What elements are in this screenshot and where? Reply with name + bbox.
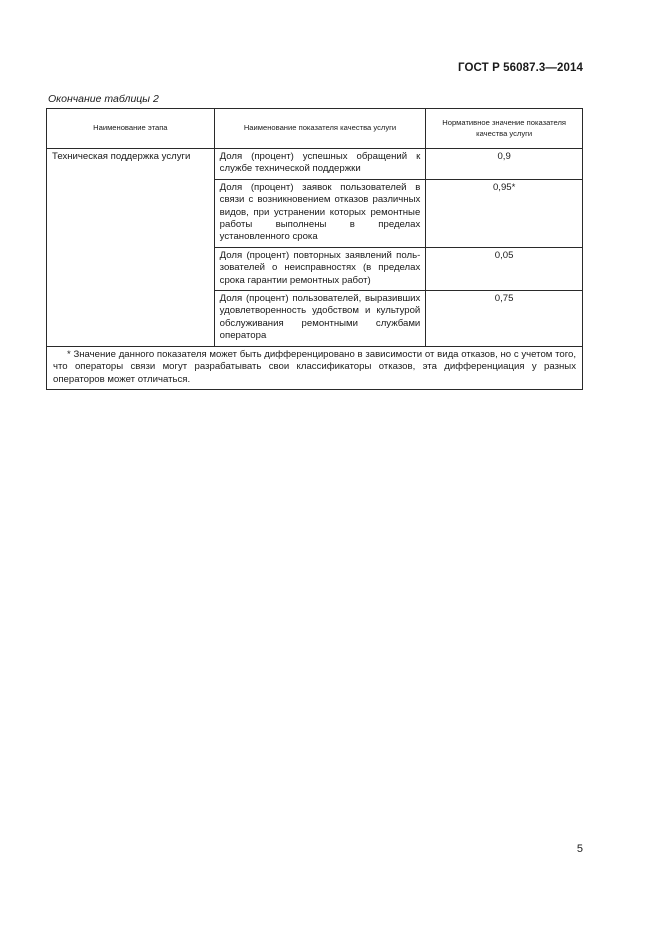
table-row <box>47 149 583 180</box>
quality-indicators-table <box>46 108 583 390</box>
column-header-stage: Наименование этапа <box>47 109 215 149</box>
indicator-cell: Доля (процент) заявок пользователей в связи с возникновением отказов различных видов, при устранении которых ремонтные работы выполнены в пределах установленного срока <box>214 179 426 247</box>
footnote-row <box>47 346 583 389</box>
indicator-cell: Доля (процент) повторных заявлений пользователей о неисправностях (в пределах срока гарантии ремонтных работ) <box>214 247 426 290</box>
norm-value-cell: 0,9 <box>426 149 583 180</box>
norm-value-cell: 0,75 <box>426 291 583 347</box>
norm-value-cell: 0,95* <box>426 179 583 247</box>
table-header-row <box>47 109 583 149</box>
stage-cell: Техническая поддержка услуги <box>47 149 215 347</box>
column-header-norm: Нормативное значение показателя качества услуги <box>426 109 583 149</box>
norm-value-cell: 0,05 <box>426 247 583 290</box>
page-number: 5 <box>576 843 583 855</box>
document-code: ГОСТ Р 56087.3—2014 <box>458 62 583 74</box>
column-header-indicator: Наименование показателя качества услуги <box>214 109 426 149</box>
indicator-cell: Доля (процент) пользователей, выразивших удовлетворенность удобством и культурой обслуживания ремонтными службами оператора <box>214 291 426 347</box>
table-caption: Окончание таблицы 2 <box>48 93 159 105</box>
footnote-cell: * Значение данного показателя может быть дифференцировано в зависимости от вида отказов, но с учетом того, что операторы связи могут разрабатывать свои классификаторы отказов, эта дифференциация у разных операторов может отличаться. <box>47 346 583 389</box>
indicator-cell: Доля (процент) успешных обращений к службе технической поддержки <box>214 149 426 180</box>
